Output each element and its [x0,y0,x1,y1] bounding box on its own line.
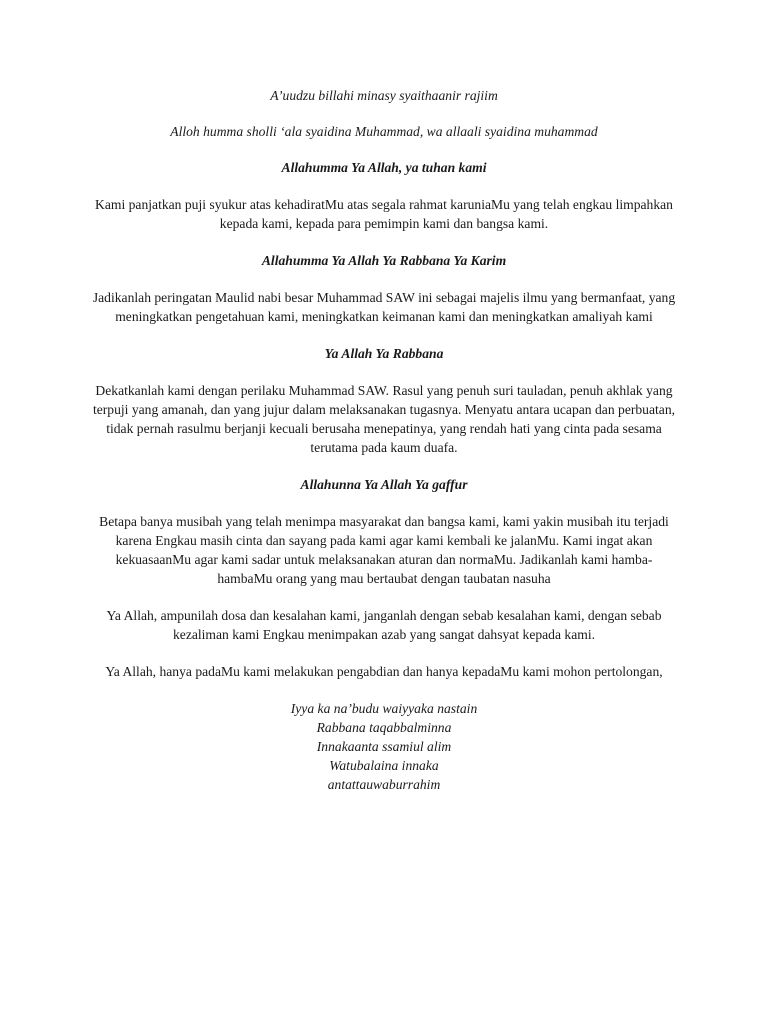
closing-line-2: Rabbana taqabbalminna [316,720,452,735]
closing-line-3: Innakaanta ssamiul alim [316,739,452,754]
section-heading-4: Allahunna Ya Allah Ya gaffur [300,477,468,492]
closing-line-1: Iyya ka na’budu waiyyaka nastain [290,701,478,716]
prayer-text [90,86,678,794]
section-heading-2: Allahumma Ya Allah Ya Rabbana Ya Karim [261,253,507,268]
section-body-4: Betapa banya musibah yang telah menimpa masyarakat dan bangsa kami, kami yakin musibah itu terjadi karena Engkau masih cinta dan sayang pada kami agar kami kembali ke jalanMu. Kami ingat akan kekuasaanMu agar kami sadar untuk melaksanakan aturan dan normaMu. Jadikanlah kami hamba-hambaMu orang yang mau bertaubat dengan taubatan nasuha [99,514,669,586]
closing-line-5: antattauwaburrahim [327,777,441,792]
section-heading-1: Allahumma Ya Allah, ya tuhan kami [281,160,487,175]
section-body-1: Kami panjatkan puji syukur atas kehadiratMu atas segala rahmat karuniaMu yang telah engkau limpahkan kepada kami, kepada para pemimpin kami dan bangsa kami. [95,197,673,231]
paragraph-forgiveness: Ya Allah, ampunilah dosa dan kesalahan kami, janganlah dengan sebab kesalahan kami, dengan sebab kezaliman kami Engkau menimpakan azab yang sangat dahsyat kepada kami. [106,608,662,642]
section-heading-3: Ya Allah Ya Rabbana [324,346,444,361]
closing-verse [90,699,678,794]
opening-line-1: A’uudzu billahi minasy syaithaanir rajiim [270,88,498,103]
section-body-3: Dekatkanlah kami dengan perilaku Muhammad SAW. Rasul yang penuh suri tauladan, penuh akhlak yang terpuji yang amanah, dan yang jujur dalam melaksanakan tugasnya. Menyatu antara ucapan dan perbuatan, tidak pernah rasulmu berjanji kecuali berusaha menepatinya, yang rendah hati yang cinta pada sesama terutama pada kaum duafa. [92,383,676,455]
closing-line-4: Watubalaina innaka [329,758,439,773]
section-body-2: Jadikanlah peringatan Maulid nabi besar Muhammad SAW ini sebagai majelis ilmu yang bermanfaat, yang meningkatkan pengetahuan kami, meningkatkan keimanan kami dan meningkatkan amaliyah kami [92,290,676,324]
paragraph-devotion: Ya Allah, hanya padaMu kami melakukan pengabdian dan hanya kepadaMu kami mohon pertolongan, [105,664,663,679]
opening-line-2: Alloh humma sholli ‘ala syaidina Muhammad, wa allaali syaidina muhammad [170,124,598,139]
